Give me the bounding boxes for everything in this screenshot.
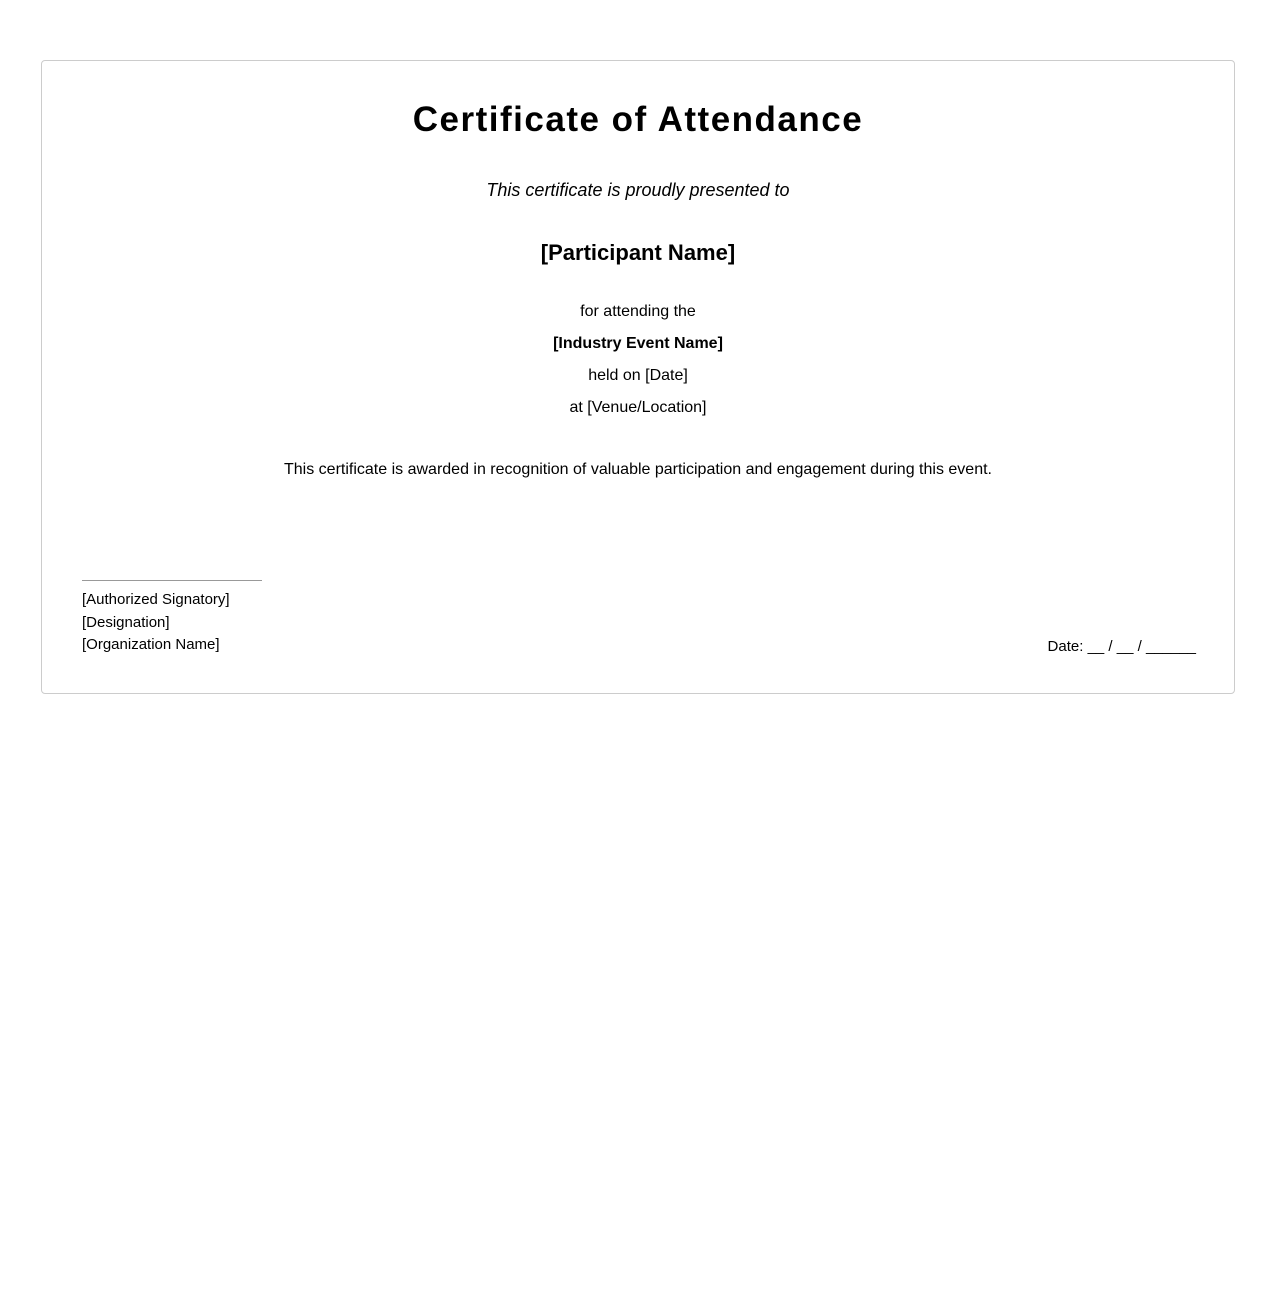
signatory-organization: [Organization Name] [82, 636, 220, 653]
signatory-designation: [Designation] [82, 613, 170, 631]
participant-name: [Participant Name] [540, 240, 736, 265]
certificate-card [41, 60, 1235, 694]
date-field: Date: __ / __ / ______ [1047, 638, 1196, 655]
signature-block [82, 580, 382, 657]
event-date-text: held on [Date] [588, 367, 688, 384]
event-venue-text: at [Venue/Location] [569, 399, 707, 416]
event-name: [Industry Event Name] [553, 335, 723, 352]
certificate-title: Certificate of Attendance [412, 100, 864, 139]
signature-line [82, 580, 262, 581]
recognition-text: This certificate is awarded in recognition of valuable participation and engagement during this event. [284, 461, 992, 478]
presented-to-text: This certificate is proudly presented to [486, 180, 790, 200]
signatory-name: [Authorized Signatory] [82, 591, 230, 608]
attending-text: for attending the [580, 303, 696, 320]
